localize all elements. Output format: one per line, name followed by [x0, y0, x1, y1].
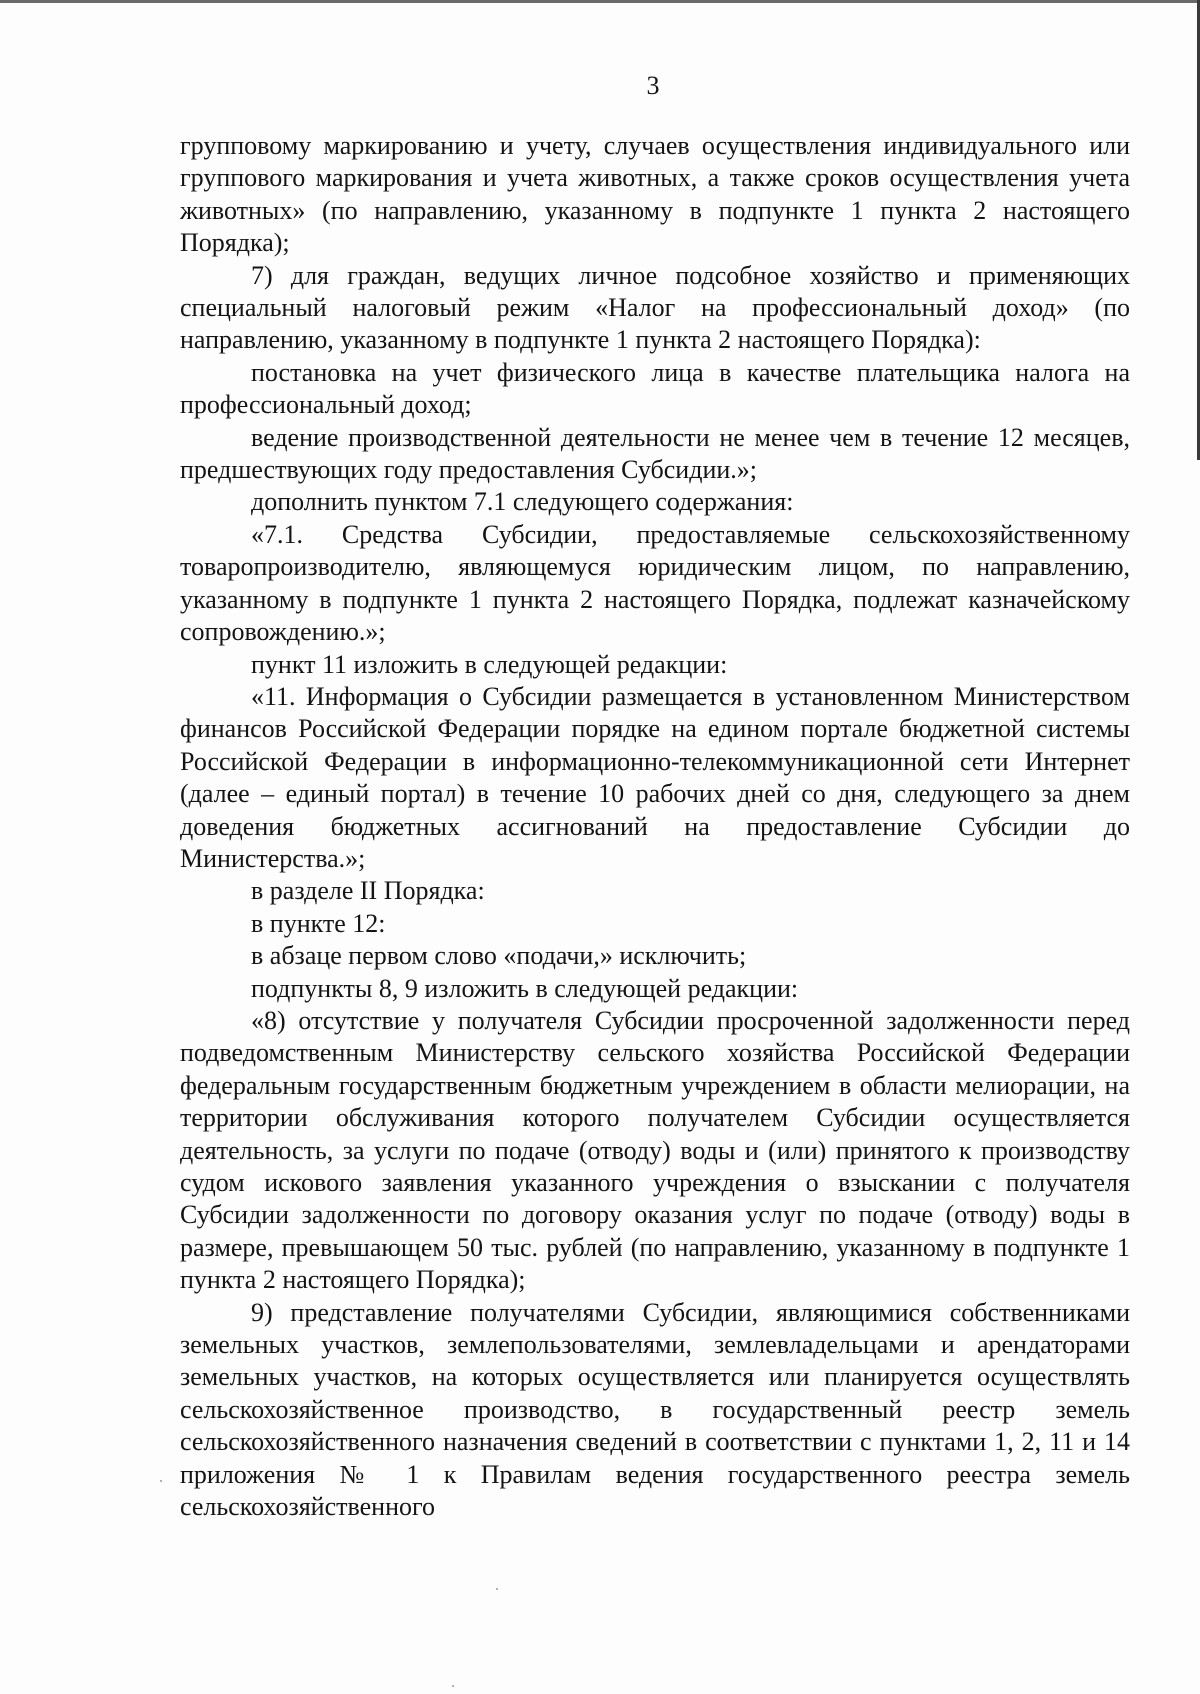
paragraph: групповому маркированию и учету, случаев осуществления индивидуального или группового маркирования и учета животных, а также сроков осуществления учета животных» (по направлению, указанному в подпункте 1 пункта 2 настоящего Порядка);: [180, 131, 1130, 258]
paragraph: в пункте 12:: [251, 908, 386, 938]
paragraph: «11. Информация о Субсидии размещается в установленном Министерством финансов Российской Федерации порядке на едином портале бюджетной системы Российской Федерации в информационно-телекоммуникационной сети Интернет (далее – единый портал) в течение 10 рабочих дней со дня, следующего за днем доведения бюджетных ассигнований на предоставление Субсидии до Министерства.»;: [180, 681, 1130, 873]
paragraph: «7.1. Средства Субсидии, предоставляемые сельскохозяйственному товаропроизводителю, являющемуся юридическим лицом, по направлению, указанному в подпункте 1 пункта 2 настоящего Порядка, подлежат казначейскому сопровождению.»;: [180, 519, 1130, 647]
scan-speck: [452, 1685, 454, 1687]
paragraph: постановка на учет физического лица в качестве плательщика налога на профессиональный доход;: [180, 357, 1130, 420]
scan-speck: [160, 1480, 162, 1482]
paragraph: 9) представление получателями Субсидии, являющимися собственниками земельных участков, землепользователями, землевладельцами и арендаторами земельных участков, на которых осуществляется или планируется осуществлять сельскохозяйственное производство, в государственный реестр земель сельскохозяйственного назначения сведений в соответствии с пунктами 1, 2, 11 и 14 приложения № 1 к Правилам ведения государственного реестра земель сельскохозяйственного: [180, 1297, 1130, 1522]
paragraph: пункт 11 изложить в следующей редакции:: [251, 649, 728, 679]
paragraph: «8) отсутствие у получателя Субсидии просроченной задолженности перед подведомственным Министерству сельского хозяйства Российской Федерации федеральным государственным бюджетным учреждением в области мелиорации, на территории обслуживания которого получателем Субсидии осуществляется деятельность, за услуги по подаче (отводу) воды и (или) принятого к производству судом искового заявления указанного учреждения о взыскании с получателя Субсидии задолженности по договору оказания услуг по подаче (отводу) воды в размере, превышающем 50 тыс. рублей (по направлению, указанному в подпункте 1 пункта 2 настоящего Порядка);: [180, 1005, 1130, 1295]
paragraph: 7) для граждан, ведущих личное подсобное хозяйство и применяющих специальный налоговый режим «Налог на профессиональный доход» (по направлению, указанному в подпункте 1 пункта 2 настоящего Порядка):: [180, 260, 1130, 355]
paragraph: в абзаце первом слово «подачи,» исключить;: [251, 941, 747, 971]
document-body: [180, 130, 1130, 1523]
paragraph: подпункты 8, 9 изложить в следующей редакции:: [251, 973, 799, 1003]
scan-speck: [496, 1588, 498, 1590]
paragraph: дополнить пунктом 7.1 следующего содержания:: [251, 487, 794, 517]
paragraph: в разделе II Порядка:: [251, 876, 485, 906]
paragraph: ведение производственной деятельности не менее чем в течение 12 месяцев, предшествующих году предоставления Субсидии.»;: [180, 422, 1130, 485]
scan-edge-top: [0, 0, 1200, 3]
page-number: 3: [646, 71, 660, 100]
